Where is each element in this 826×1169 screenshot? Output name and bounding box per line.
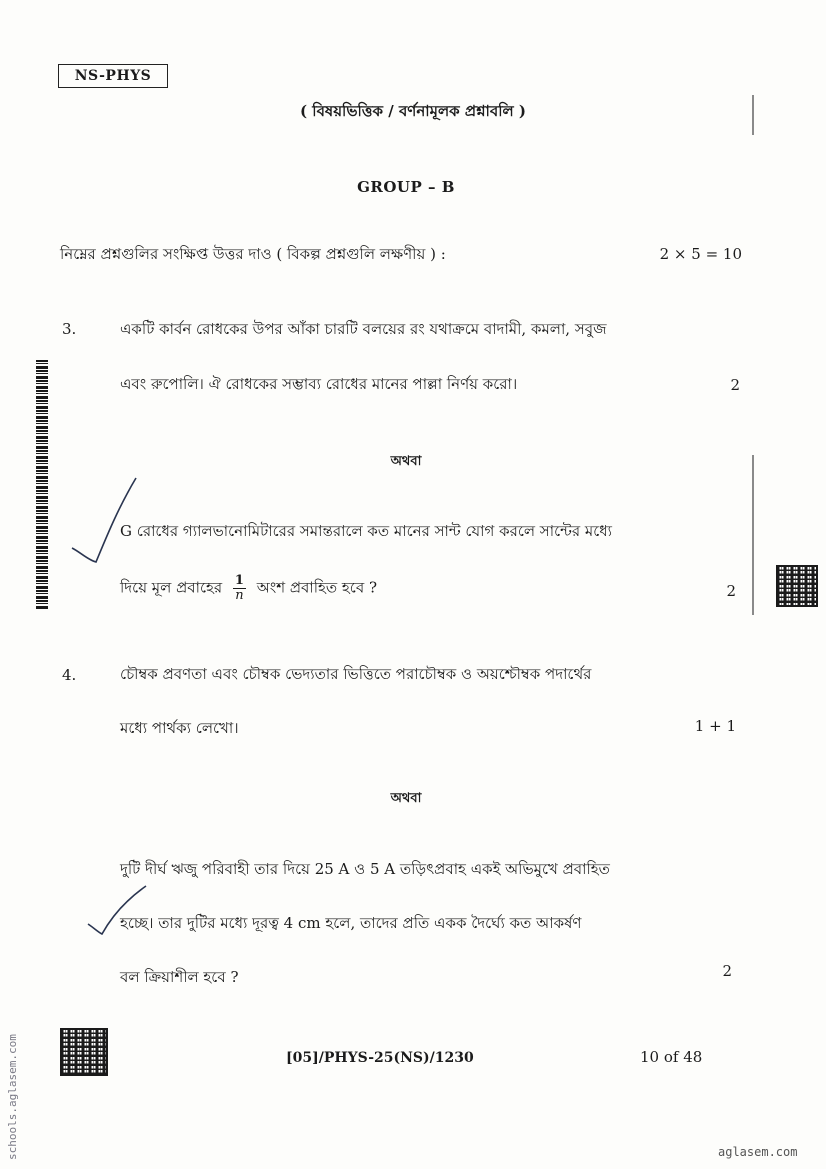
or-label: অথবা bbox=[390, 791, 422, 806]
group-heading: GROUP – B bbox=[357, 178, 455, 196]
question-line: মধ্যে পার্থক্য লেখো। bbox=[120, 719, 239, 737]
alt-question-line: হচ্ছে। তার দুটির মধ্যে দূরত্ব 4 cm হলে, তাদের প্রতি একক দৈর্ঘ্যে কত আকর্ষণ bbox=[120, 914, 582, 932]
question-marks: 1 + 1 bbox=[694, 717, 736, 735]
alt-question-line: বল ক্রিয়াশীল হবে ? bbox=[120, 968, 239, 986]
instruction-marks: 2 × 5 = 10 bbox=[659, 245, 742, 263]
question-line: এবং রুপোলি। ঐ রোধকের সম্ভাব্য রোধের মানের পাল্লা নির্ণয় করো। bbox=[120, 375, 518, 393]
alt-question-marks: 2 bbox=[722, 962, 732, 980]
footer-paper-code: [05]/PHYS-25(NS)/1230 bbox=[286, 1050, 474, 1066]
scan-edge-mark bbox=[752, 455, 754, 615]
fraction-numerator: 1 bbox=[234, 573, 244, 588]
footer-page-number: 10 of 48 bbox=[640, 1048, 703, 1066]
question-line: একটি কার্বন রোধকের উপর আঁকা চারটি বলয়ের রং যথাক্রমে বাদামী, কমলা, সবুজ bbox=[120, 320, 607, 338]
question-number: 4. bbox=[62, 666, 77, 684]
alt-question-line: দুটি দীর্ঘ ঋজু পরিবাহী তার দিয়ে 25 A ও 5 A তড়িৎপ্রবাহ একই অভিমুখে প্রবাহিত bbox=[120, 860, 610, 878]
section-subtitle: ( বিষয়ভিত্তিক / বর্ণনামূলক প্রশ্নাবলি ) bbox=[299, 102, 527, 120]
alt-question-line-with-fraction bbox=[120, 574, 377, 603]
watermark-bottom: aglasem.com bbox=[718, 1145, 798, 1159]
scan-edge-mark bbox=[752, 95, 754, 135]
alt-question-marks: 2 bbox=[726, 582, 736, 600]
question-marks: 2 bbox=[730, 376, 740, 394]
fraction bbox=[233, 574, 246, 603]
alt-question-text: অংশ প্রবাহিত হবে ? bbox=[256, 578, 377, 597]
question-number: 3. bbox=[62, 320, 77, 338]
alt-question-line: G রোধের গ্যালভানোমিটারের সমান্তরালে কত মানের সান্ট যোগ করলে সান্টের মধ্যে bbox=[120, 522, 613, 540]
watermark-side: schools.aglasem.com bbox=[6, 1034, 19, 1160]
question-line: চৌম্বক প্রবণতা এবং চৌম্বক ভেদ্যতার ভিত্তিতে পরাচৌম্বক ও অয়শ্চৌম্বক পদার্থের bbox=[120, 665, 592, 683]
or-label: অথবা bbox=[390, 454, 422, 469]
fraction-denominator: n bbox=[235, 588, 244, 603]
qr-code-image bbox=[60, 1028, 108, 1076]
check-mark-icon bbox=[70, 468, 150, 568]
barcode-image bbox=[36, 360, 48, 610]
instruction-text: নিম্নের প্রশ্নগুলির সংক্ষিপ্ত উত্তর দাও ( বিকল্প প্রশ্নগুলি লক্ষণীয় ) : bbox=[60, 245, 446, 263]
alt-question-text: দিয়ে মূল প্রবাহের bbox=[120, 578, 223, 597]
qr-code-image bbox=[776, 565, 818, 607]
paper-code-box: NS-PHYS bbox=[58, 64, 168, 88]
check-mark-icon bbox=[86, 880, 156, 940]
